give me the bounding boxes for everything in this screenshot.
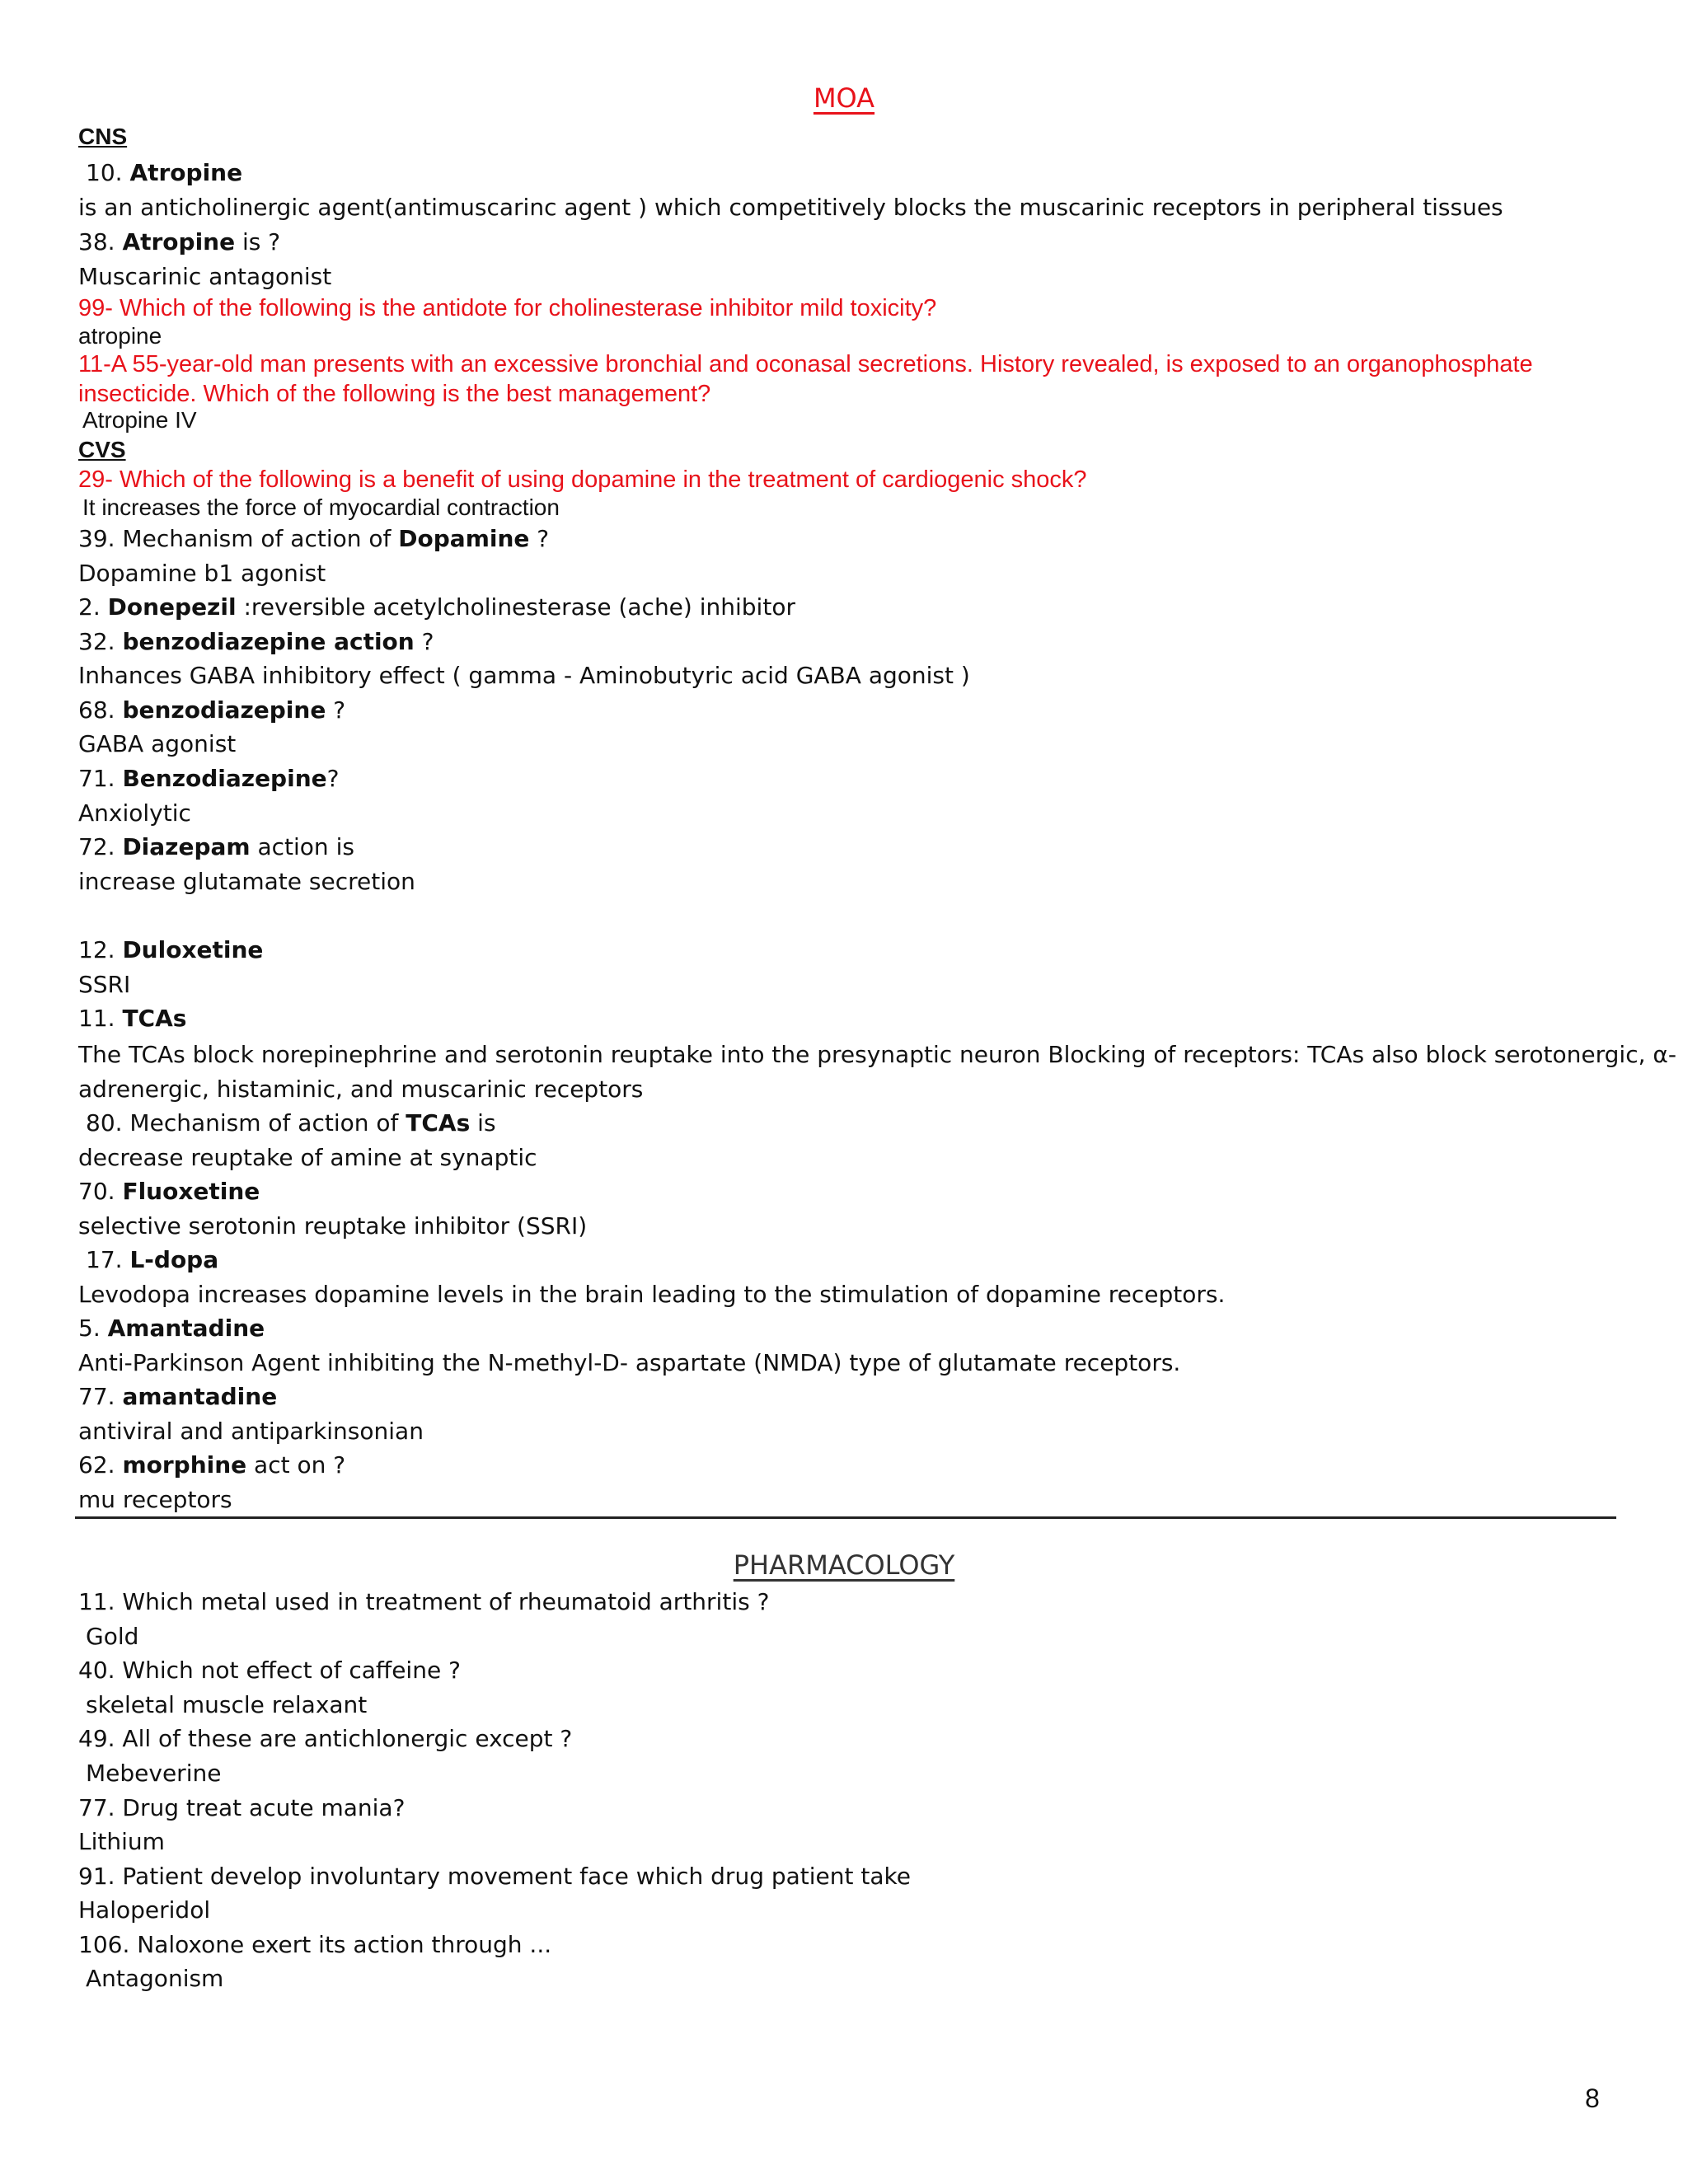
pharm-question: 77. Drug treat acute mania? bbox=[78, 1794, 406, 1821]
moa-answer: selective serotonin reuptake inhibitor (SSRI) bbox=[78, 1212, 588, 1240]
pharm-question: 11. Which metal used in treatment of rheumatoid arthritis ? bbox=[78, 1588, 770, 1615]
moa-answer: increase glutamate secretion bbox=[78, 868, 415, 895]
pharm-answer: skeletal muscle relaxant bbox=[86, 1691, 368, 1718]
pharm-answer: Gold bbox=[86, 1623, 139, 1650]
moa-question: 77. amantadine bbox=[78, 1383, 278, 1410]
moa-red-question: 11-A 55-year-old man presents with an excessive bronchial and oconasal secretions. History revealed, is exposed to an organophosphate insecticide. Which of the following is the best management? bbox=[78, 351, 1533, 407]
pharm-answer: Antagonism bbox=[86, 1965, 224, 1992]
moa-red-question: 99- Which of the following is the antidote for cholinesterase inhibitor mild toxicity? bbox=[78, 295, 937, 321]
moa-question: 17. L-dopa bbox=[86, 1246, 219, 1273]
moa-question: 5. Amantadine bbox=[78, 1315, 265, 1342]
moa-question: 39. Mechanism of action of Dopamine ? bbox=[78, 525, 550, 552]
moa-answer: Dopamine b1 agonist bbox=[78, 560, 326, 587]
moa-question: 62. morphine act on ? bbox=[78, 1451, 346, 1479]
moa-question: 32. benzodiazepine action ? bbox=[78, 628, 434, 655]
moa-red-question: 29- Which of the following is a benefit of using dopamine in the treatment of cardiogenic shock? bbox=[78, 466, 1087, 493]
pharm-answer: Lithium bbox=[78, 1828, 165, 1855]
pharm-answer: Haloperidol bbox=[78, 1896, 211, 1924]
moa-answer: Atropine IV bbox=[82, 407, 197, 433]
pharm-question: 49. All of these are antichlonergic except ? bbox=[78, 1725, 573, 1752]
moa-answer: Levodopa increases dopamine levels in the brain leading to the stimulation of dopamine receptors. bbox=[78, 1281, 1226, 1308]
moa-answer: Inhances GABA inhibitory effect ( gamma - Aminobutyric acid GABA agonist ) bbox=[78, 662, 970, 689]
pharm-question: 106. Naloxone exert its action through ... bbox=[78, 1931, 552, 1958]
moa-answer: Anxiolytic bbox=[78, 799, 191, 827]
moa-question: 72. Diazepam action is bbox=[78, 833, 354, 860]
moa-question: 12. Duloxetine bbox=[78, 936, 264, 963]
moa-title: MOA bbox=[813, 82, 875, 114]
pharm-question: 91. Patient develop involuntary movement face which drug patient take bbox=[78, 1863, 911, 1890]
moa-question: 80. Mechanism of action of TCAs is bbox=[86, 1109, 496, 1137]
pharm-question: 40. Which not effect of caffeine ? bbox=[78, 1657, 461, 1684]
cns-heading: CNS bbox=[78, 124, 128, 149]
moa-answer: adrenergic, histaminic, and muscarinic receptors bbox=[78, 1076, 644, 1103]
moa-answer: Anti-Parkinson Agent inhibiting the N-methyl-D- aspartate (NMDA) type of glutamate receptors. bbox=[78, 1349, 1181, 1376]
pharmacology-title: PHARMACOLOGY bbox=[733, 1549, 955, 1581]
moa-question: 2. Donepezil :reversible acetylcholinesterase (ache) inhibitor bbox=[78, 593, 795, 621]
moa-answer: antiviral and antiparkinsonian bbox=[78, 1418, 424, 1445]
moa-answer: mu receptors bbox=[78, 1486, 232, 1513]
page-number: 8 bbox=[1585, 2083, 1600, 2113]
moa-answer: SSRI bbox=[78, 971, 131, 998]
moa-answer: Muscarinic antagonist bbox=[78, 263, 332, 290]
moa-answer: atropine bbox=[78, 323, 162, 349]
moa-answer: The TCAs block norepinephrine and serotonin reuptake into the presynaptic neuron Blocking of receptors: TCAs also block serotonergic, α- bbox=[78, 1041, 1676, 1068]
moa-question: 70. Fluoxetine bbox=[78, 1178, 260, 1205]
section-divider bbox=[75, 1516, 1616, 1519]
moa-question: 38. Atropine is ? bbox=[78, 228, 281, 255]
moa-answer: GABA agonist bbox=[78, 730, 237, 757]
moa-answer: is an anticholinergic agent(antimuscarinc agent ) which competitively blocks the muscarinic receptors in peripheral tissues bbox=[78, 194, 1503, 221]
moa-answer: It increases the force of myocardial contraction bbox=[82, 494, 560, 520]
moa-question: 68. benzodiazepine ? bbox=[78, 696, 346, 724]
moa-answer: decrease reuptake of amine at synaptic bbox=[78, 1144, 537, 1171]
pharm-answer: Mebeverine bbox=[86, 1760, 222, 1787]
moa-question: 71. Benzodiazepine? bbox=[78, 765, 340, 792]
cvs-heading: CVS bbox=[78, 437, 126, 462]
moa-question: 10. Atropine bbox=[86, 159, 243, 186]
moa-question: 11. TCAs bbox=[78, 1005, 187, 1032]
